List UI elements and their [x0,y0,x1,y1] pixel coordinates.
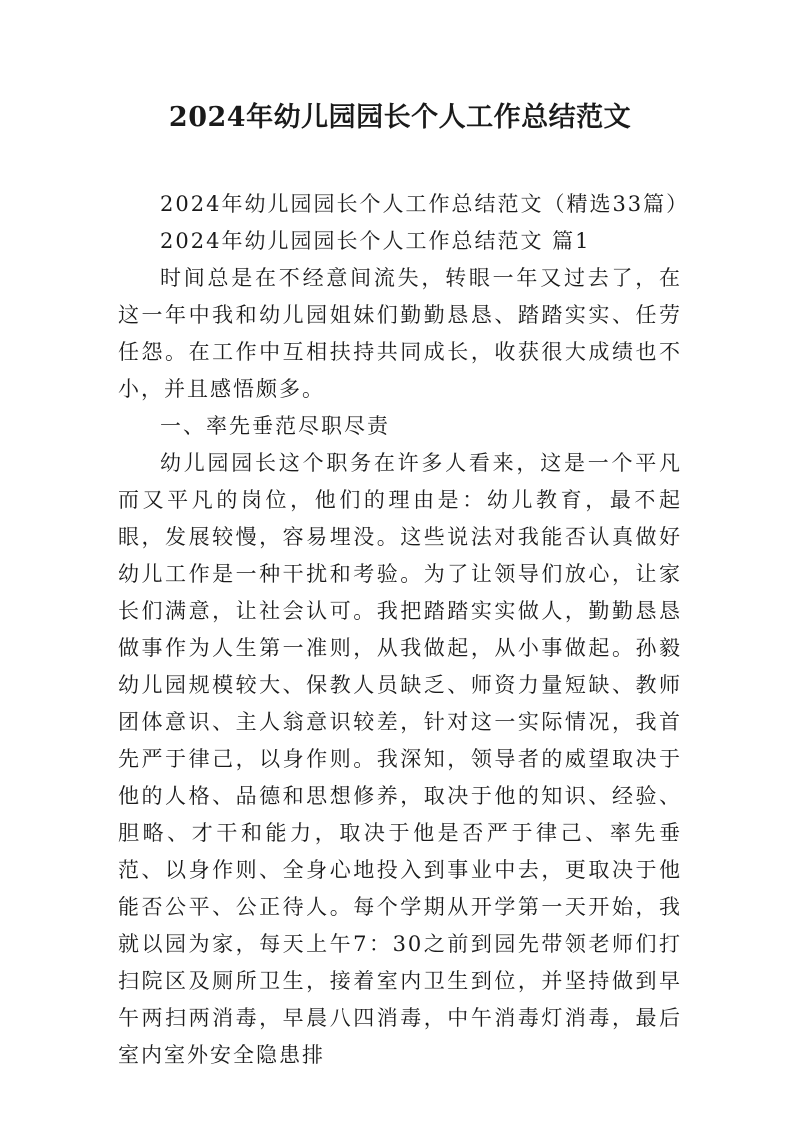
subtitle-paragraph: 2024年幼儿园园长个人工作总结范文（精选33篇） [160,192,690,216]
section-heading-paragraph: 2024年幼儿园园长个人工作总结范文 篇1 [160,229,591,253]
section-one-heading: 一、率先垂范尽职尽责 [160,414,390,438]
section-one-body: 幼儿园园长这个职务在许多人看来，这是一个平凡而又平凡的岗位，他们的理由是：幼儿教育，最不起眼，发展较慢，容易埋没。这些说法对我能否认真做好幼儿工作是一种干扰和考验。为了让领导们放心，让家长们满意，让社会认可。我把踏踏实实做人，勤勤恳恳做事作为人生第一准则，从我做起，从小事做起。孙毅幼儿园规模较大、保教人员缺乏、师资力量短缺、教师团体意识、主人翁意识较差，针对这一实际情况，我首先严于律己，以身作则。我深知，领导者的威望取决于他的人格、品德和思想修养，取决于他的知识、经验、胆略、才干和能力，取决于他是否严于律己、率先垂范、以身作则、全身心地投入到事业中去，更取决于他能否公平、公正待人。每个学期从开学第一天开始，我就以园为家，每天上午7：30之前到园先带领老师们打扫院区及厕所卫生，接着室内卫生到位，并坚持做到早午两扫两消毒，早晨八四消毒，中午消毒灯消毒，最后室内室外安全隐患排 [118,451,682,1067]
intro-paragraph: 时间总是在不经意间流失，转眼一年又过去了，在这一年中我和幼儿园姐妹们勤勤恳恳、踏踏实实、任劳任怨。在工作中互相扶持共同成长，收获很大成绩也不小，并且感悟颇多。 [118,266,682,401]
document-title: 2024年幼儿园园长个人工作总结范文 [168,102,632,133]
document-body [118,186,690,1074]
